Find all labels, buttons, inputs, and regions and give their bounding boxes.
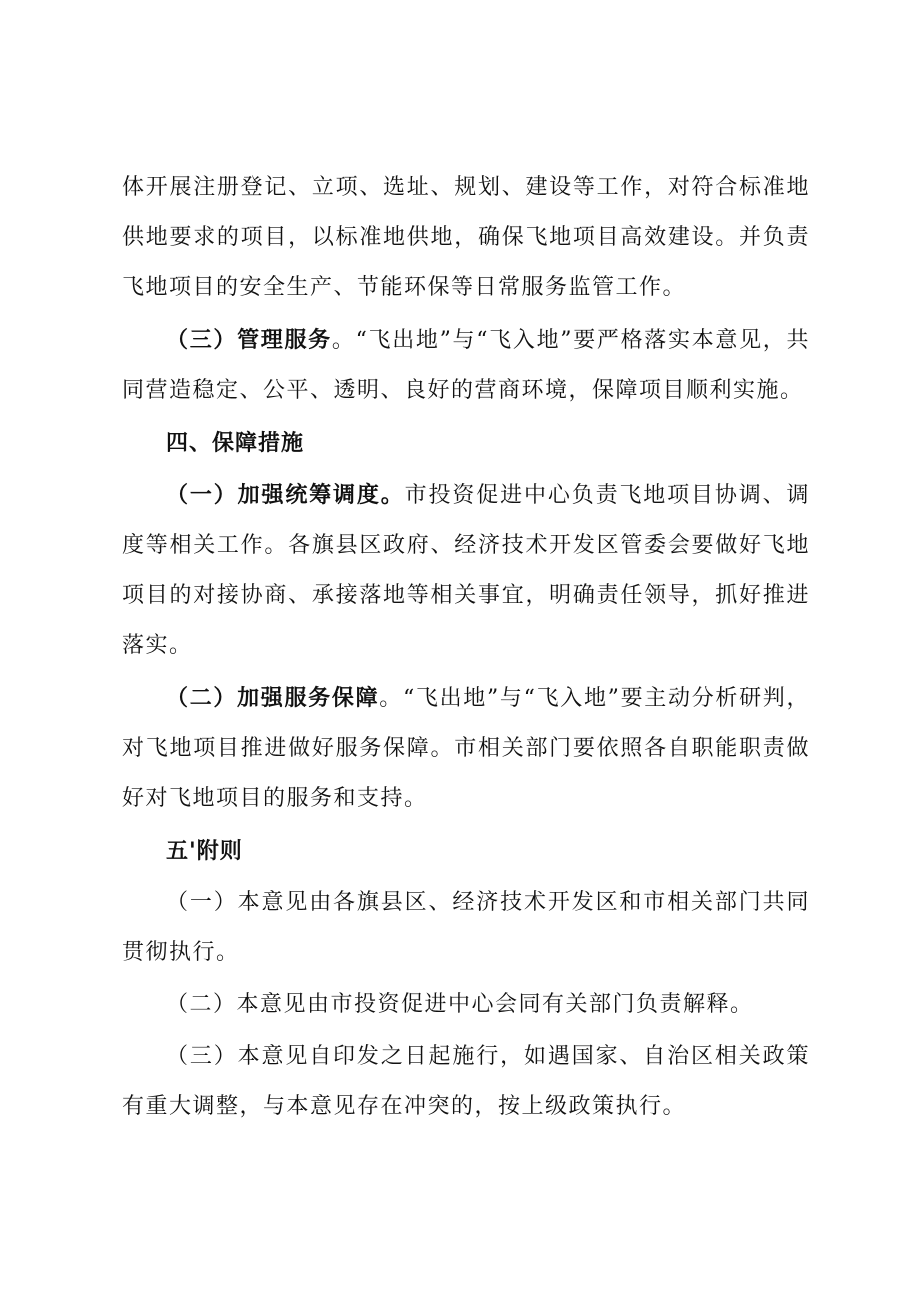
paragraph-lead: （三）管理服务 <box>166 327 332 353</box>
paragraph-interpretation: （二）本意见由市投资促进中心会同有关部门负责解释。 <box>166 992 754 1017</box>
paragraph-service-guarantee <box>122 673 810 824</box>
document-body <box>122 163 810 1132</box>
paragraph-management-service <box>122 315 810 416</box>
paragraph-continued: 体开展注册登记、立项、选址、规划、建设等工作，对符合标准地供地要求的项目，以标准地供地，确保飞地项目高效建设。并负责飞地项目的安全生产、节能环保等日常服务监管工作。 <box>122 175 810 300</box>
paragraph-coordination <box>122 470 810 671</box>
paragraph-text: 。“飞出地”与“飞入地”要严格落实本意见，共同营造稳定、公平、透明、良好的营商环境，保障项目顺利实施。 <box>122 328 810 403</box>
paragraph-implementation: （一）本意见由各旗县区、经济技术开发区和市相关部门共同贯彻执行。 <box>122 890 810 965</box>
paragraph-text: 。“飞出地”与“飞入地”要主动分析研判，对飞地项目推进做好服务保障。市相关部门要依照各自职能职责做好对飞地项目的服务和支持。 <box>122 686 810 811</box>
paragraph-text: 市投资促进中心负责飞地项目协调、调度等相关工作。各旗县区政府、经济技术开发区管委会要做好飞地项目的对接协商、承接落地等相关事宜，明确责任领导，抓好推进落实。 <box>122 483 810 658</box>
section-heading-safeguards: 四、保障措施 <box>166 430 305 456</box>
section-heading-supplementary: 五'附则 <box>166 838 243 864</box>
paragraph-lead: （二）加强服务保障 <box>166 685 380 711</box>
paragraph-effective-date: （三）本意见自印发之日起施行，如遇国家、自治区相关政策有重大调整，与本意见存在冲突的，按上级政策执行。 <box>122 1044 810 1119</box>
paragraph-lead: （一）加强统筹调度。 <box>166 482 405 508</box>
